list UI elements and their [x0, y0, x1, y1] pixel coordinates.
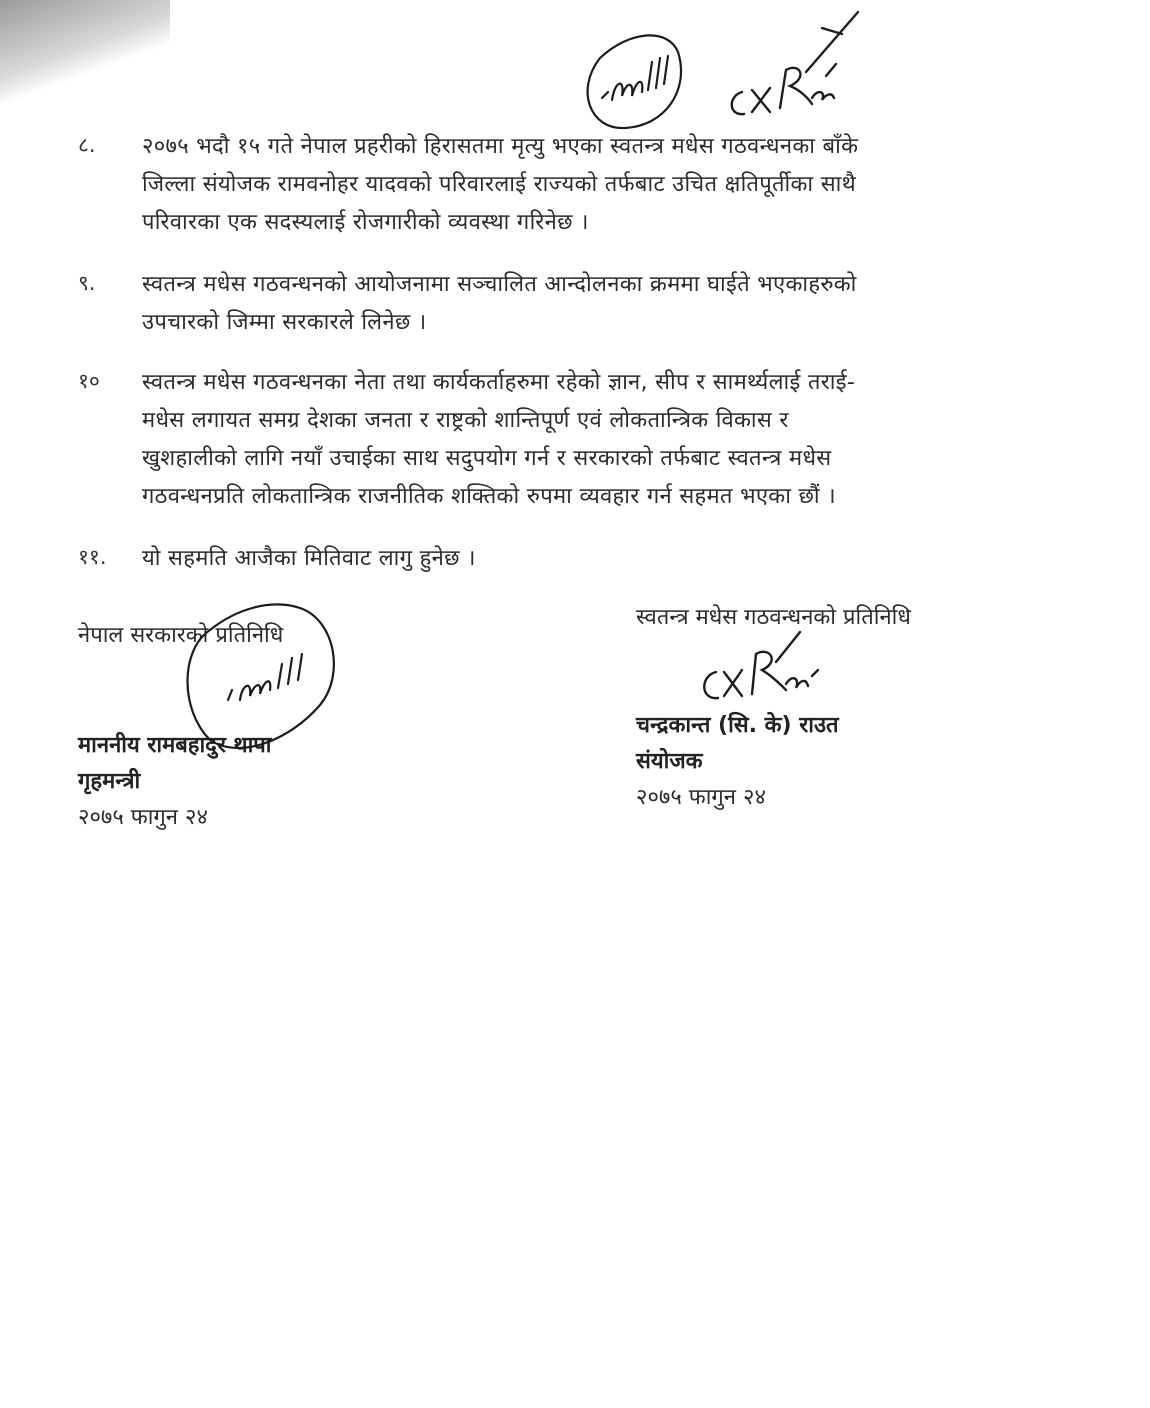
clause-line: जिल्ला संयोजक रामवनोहर यादवको परिवारलाई राज्यको तर्फबाट उचित क्षतिपूर्तीका साथै [142, 172, 856, 197]
clause-number: ९. [78, 271, 96, 295]
signatory-caption: स्वतन्त्र मधेस गठवन्धनको प्रतिनिधि [636, 605, 911, 630]
clause-line: २०७५ भदौ १५ गते नेपाल प्रहरीको हिरासतमा मृत्यु भएका स्वतन्त्र मधेस गठवन्धनका बाँके [142, 134, 859, 159]
clause-number: ८. [78, 133, 96, 157]
clause-text [142, 364, 1068, 516]
signatory-date: २०७५ फागुन २४ [78, 805, 208, 830]
signatory-title: संयोजक [636, 749, 703, 774]
government-signatory-details [78, 728, 271, 836]
government-signatory [78, 618, 283, 654]
signature-ck-raut-icon [704, 632, 818, 698]
clause-line: परिवारका एक सदस्यलाई रोजगारीको व्यवस्था गरिनेछ । [142, 210, 589, 235]
page-corner-fold [0, 0, 170, 110]
clause-line: मधेस लगायत समग्र देशका जनता र राष्ट्रको शान्तिपूर्ण एवं लोकतान्त्रिक विकास र [142, 408, 789, 433]
clause-line: खुशहालीको लागि नयाँ उचाईका साथ सदुपयोग गर्न र सरकारको तर्फबाट स्वतन्त्र मधेस [142, 446, 832, 471]
clause-line: स्वतन्त्र मधेस गठवन्धनको आयोजनामा सञ्चालित आन्दोलनका क्रममा घाईते भएकाहरुको [142, 272, 857, 297]
clause-number: १० [78, 369, 100, 393]
signature-ck-raut-icon [732, 12, 858, 114]
clause-line: यो सहमति आजैका मितिवाट लागु हुनेछ । [142, 546, 476, 571]
clause-text [142, 540, 1068, 578]
clause-line: गठवन्धनप्रति लोकतान्त्रिक राजनीतिक शक्तिको रुपमा व्यवहार गर्न सहमत भएका छौं । [142, 484, 836, 509]
signatory-title: गृहमन्त्री [78, 769, 141, 794]
clause-line: उपचारको जिम्मा सरकारले लिनेछ । [142, 310, 427, 335]
signatory-caption: नेपाल सरकारको प्रतिनिधि [78, 623, 284, 648]
alliance-signatory-details [636, 708, 839, 816]
clause-text [142, 266, 1068, 342]
clause-line: स्वतन्त्र मधेस गठवन्धनका नेता तथा कार्यकर्ताहरुमा रहेको ज्ञान, सीप र सामर्थ्यलाई तराई- [142, 370, 856, 395]
clause-text [142, 128, 1068, 242]
alliance-signatory [636, 600, 911, 636]
clause-number: ११. [78, 545, 107, 569]
signature-initials-icon [588, 35, 681, 128]
signatory-name: चन्द्रकान्त (सि. के) राउत [636, 713, 839, 738]
signatory-date: २०७५ फागुन २४ [636, 785, 766, 810]
signatory-name: माननीय रामबहादुर थापा [78, 733, 272, 758]
